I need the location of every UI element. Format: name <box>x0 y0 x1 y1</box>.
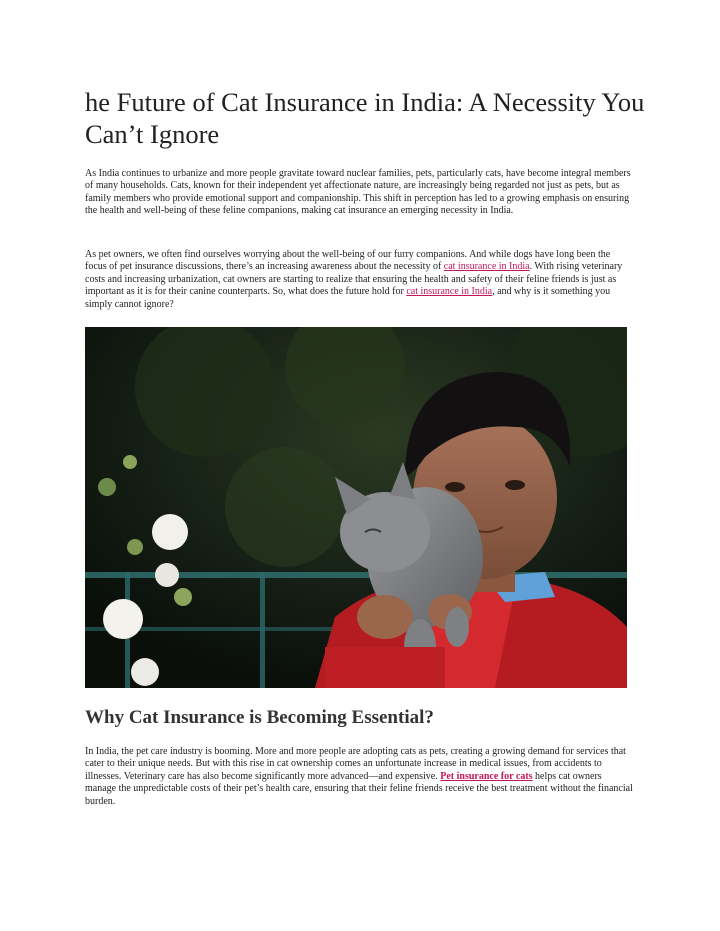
para3-text-start: In India, the pet care industry is booming. More and more people are adopting cats as pets, creating a growing demand for services that cater to their unique needs. But with this rise in cat ownership comes an unfortunate increase in medical issues, from accidents to illnesses. Veterinary care has also become significantly more advanced—and expensive. <box>85 746 626 782</box>
para3-text-end: helps cat owners manage the unpredictable costs of their pet’s health care, ensuring that their feline friends receive the best treatment without the financial burden. <box>85 770 633 807</box>
para2-text-start: As pet owners, we often find ourselves worrying about the well-being of our furry companions. And while dogs have long been the focus of pet insurance discussions, there’s an increasing awareness about the necessity of <box>85 249 611 273</box>
boy-holding-cat-photo <box>85 327 627 688</box>
cat-insurance-link-2[interactable]: cat insurance in India <box>406 286 493 298</box>
pet-owners-paragraph <box>85 249 633 311</box>
intro-paragraph: As India continues to urbanize and more people gravitate toward nuclear families, pets, particularly cats, have become integral members of many households. Cats, known for their independent yet affectionate nature, are increasingly being regarded not just as pets, but as family members who provide emotional support and companionship. This shift in perception has led to a growing emphasis on ensuring the health and well-being of these feline companions, making cat insurance an emerging necessity in India. <box>85 168 631 217</box>
pet-insurance-for-cats-link[interactable]: Pet insurance for cats <box>440 770 533 782</box>
cat-insurance-link-1[interactable]: cat insurance in India <box>443 261 530 273</box>
article-title: he Future of Cat Insurance in India: A Necessity You Can’t Ignore <box>85 87 645 149</box>
industry-paragraph <box>85 746 633 808</box>
section-heading: Why Cat Insurance is Becoming Essential? <box>85 707 434 728</box>
para2-text-end: , and why is it something you simply cannot ignore? <box>85 286 611 310</box>
para2-text-middle: . With rising veterinary costs and increasing urbanization, cat owners are starting to realize that ensuring the health and safety of their feline friends is just as important as it is for their canine counterparts. So, what does the future hold for <box>85 261 623 298</box>
